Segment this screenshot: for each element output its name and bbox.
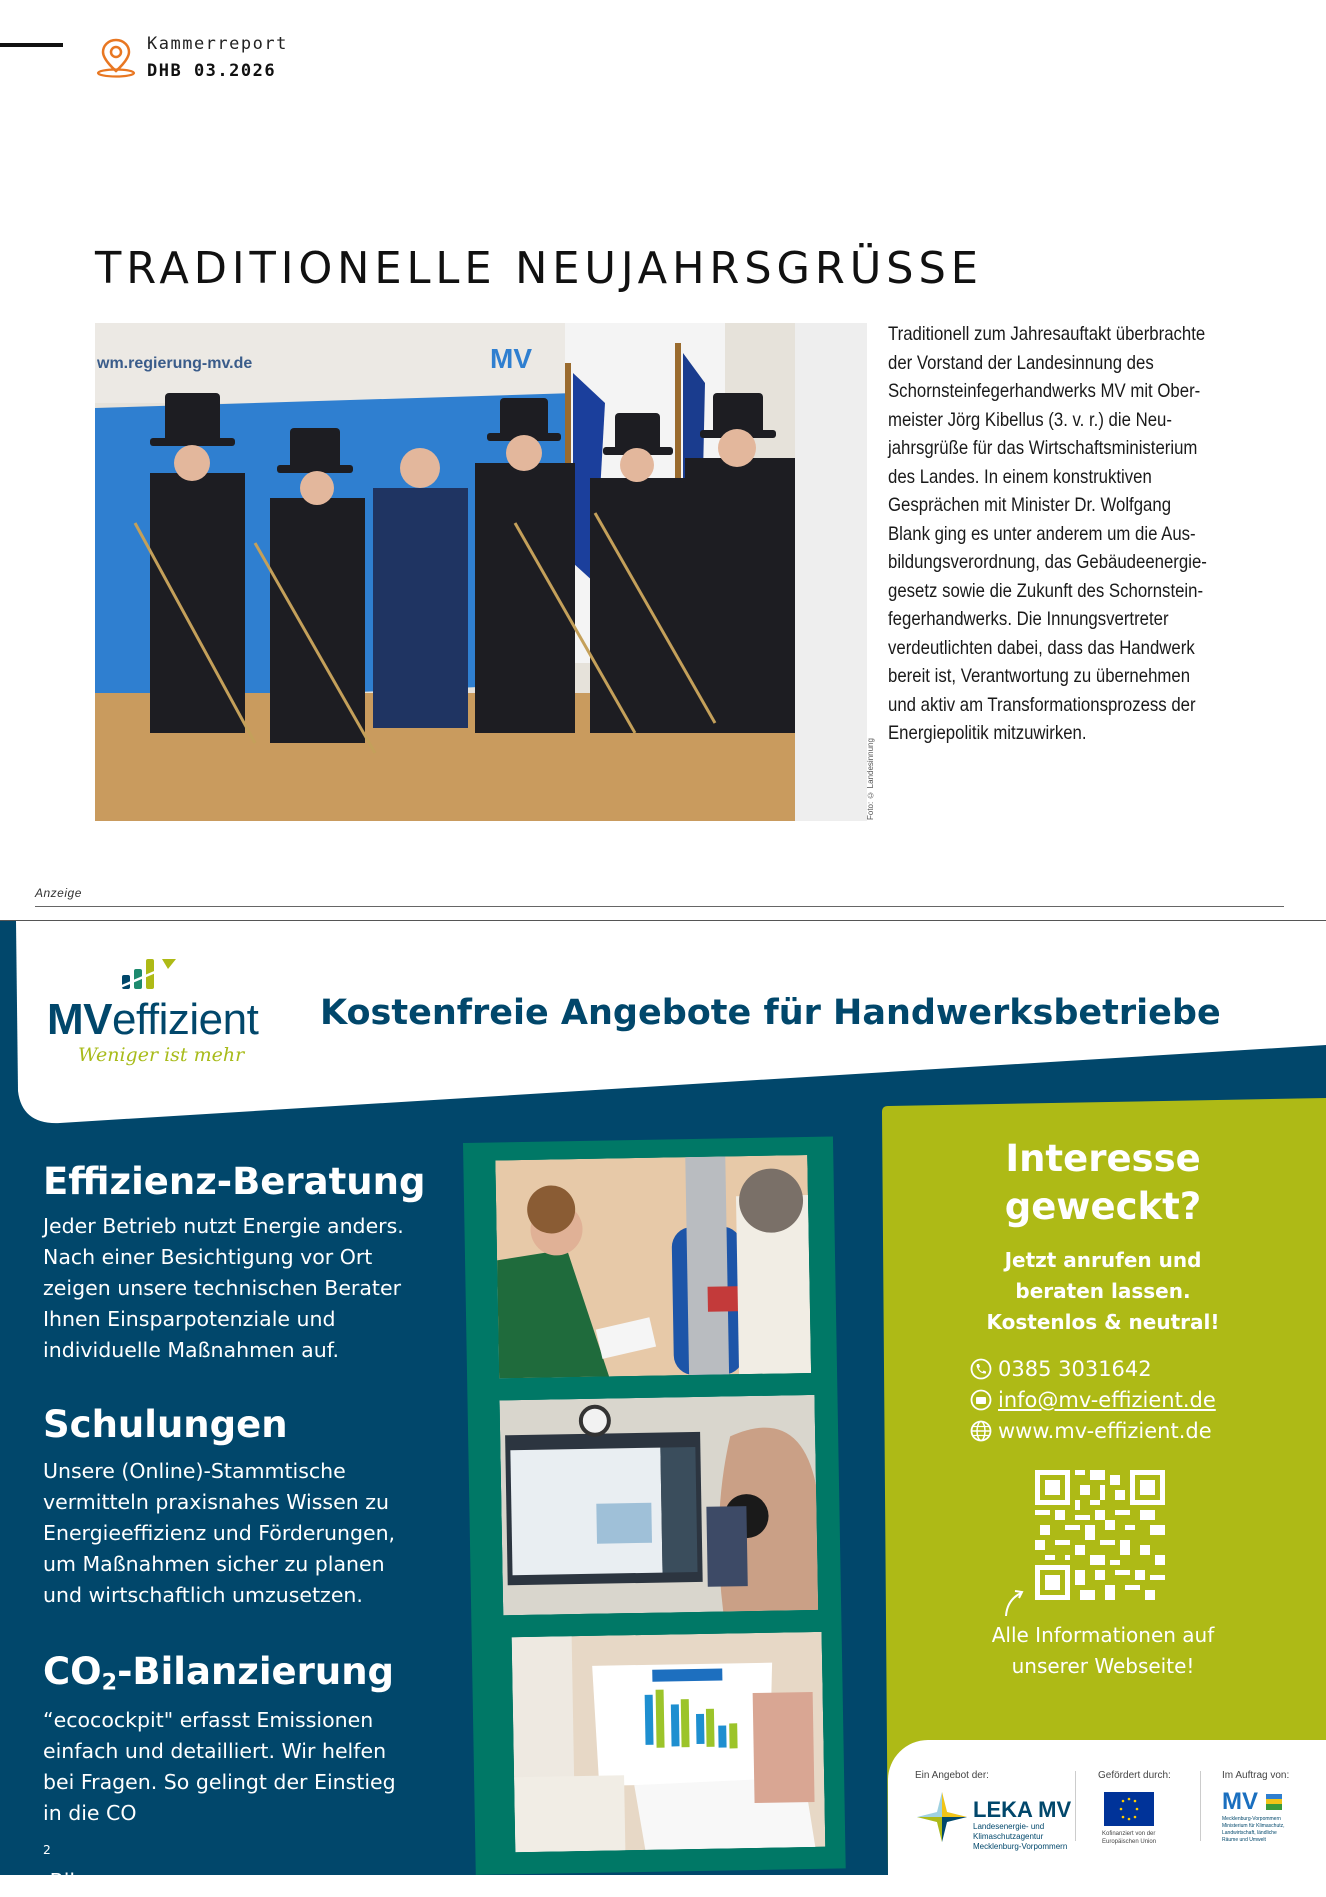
section-title-schulungen: Schulungen	[43, 1403, 288, 1446]
phone-contact[interactable]	[970, 1357, 1152, 1381]
partner-funded: Gefördert durch: Kofinanziert von der Europäischen Union	[1098, 1770, 1171, 1845]
globe-icon	[970, 1420, 992, 1442]
header-rule	[0, 43, 63, 47]
cta-title: Interesse geweckt?	[1004, 1137, 1202, 1228]
article-photo	[95, 323, 867, 821]
article-body: Traditionell zum Jahresauftakt überbrachte der Vorstand der Landesinnung des Schornsteinfegerhandwerks MV mit Ober- meister Jörg Kibellus (3. v. r.) die Neu- jahrsgrüße für das Wirtschaftsministerium des Landes. In einem konstruktiven Gesprächen mit Minister Dr. Wolfgang Blank ging es unter anderem um die Aus- bildungsverordnung, das Gebäudeenergie- gesetz sowie die Zukunft des Schornstein- fegerhandwerks. Die Innungsvertreter verdeutlichten dabei, dass das Handwerk bereit ist, Verantwortung zu übernehmen und aktiv am Transformationsprozess der Energiepolitik mitzuwirken.	[888, 323, 1207, 744]
cta-subtitle: Jetzt anrufen und beraten lassen. Kostenlos & neutral!	[986, 1248, 1220, 1334]
curved-arrow-icon	[1003, 1588, 1025, 1618]
leka-logo-icon	[917, 1792, 967, 1842]
website-contact[interactable]	[970, 1419, 1212, 1443]
website-info-text: Alle Informationen auf unserer Webseite!	[991, 1623, 1215, 1678]
ad-label: Anzeige	[35, 886, 82, 900]
phone-number: 0385 3031642	[998, 1357, 1152, 1381]
mv-state-flag-icon	[1266, 1794, 1282, 1810]
section-text-effizienz: Jeder Betrieb nutzt Energie anders. Nach einer Besichtigung vor Ort zeigen unsere technischen Berater Ihnen Einsparpotenziale und individuelle Maßnahmen auf.	[43, 1214, 404, 1362]
divider	[1075, 1771, 1076, 1841]
photo-credit: Foto: © Landesinnung	[866, 738, 875, 820]
eu-flag-icon	[1104, 1792, 1154, 1826]
issue-label: DHB 03.2026	[147, 61, 277, 81]
logo-tagline: Weniger ist mehr	[78, 1044, 245, 1066]
qr-code[interactable]	[1035, 1470, 1165, 1600]
photo-collage-frame	[463, 1137, 846, 1875]
location-pin-icon	[96, 36, 136, 80]
section-text-schulungen: Unsere (Online)-Stammtische vermitteln praxisnahes Wissen zu Energieeffizienz und Förderungen, um Maßnahmen sicher zu planen und wirtschaftlich umzusetzen.	[43, 1459, 396, 1607]
co2-chart-photo	[512, 1632, 826, 1852]
svg-text:MV: MV	[490, 343, 532, 374]
online-training-photo	[499, 1395, 818, 1615]
ad-headline: Kostenfreie Angebote für Handwerksbetriebe	[320, 993, 1221, 1033]
website-link[interactable]: www.mv-effizient.de	[998, 1419, 1212, 1443]
section-text-co2: “ecocockpit" erfasst Emissionen einfach und detailliert. Wir helfen bei Fragen. So gelingt der Einstieg in die CO $_2$ -Bilanz.	[43, 1708, 396, 1894]
article-title: TRADITIONELLE NEUJAHRSGRÜSSE	[95, 243, 983, 294]
section-title-co2: $CO_2$-Bilanzierung	[43, 1650, 395, 1696]
email-contact[interactable]	[970, 1388, 1216, 1412]
partner-commission: Im Auftrag von: MV Mecklenburg-Vorpommern Ministerium für Klimaschutz, Landwirtschaft, ländliche Räume und Umwelt	[1222, 1770, 1290, 1843]
partner-offer: Ein Angebot der: LEKA MV Landesenergie- und Klimaschutzagentur Mecklenburg-Vorpommern	[915, 1770, 1072, 1851]
svg-text:wm.regierung-mv.de: wm.regierung-mv.de	[97, 355, 253, 372]
mveffizient-logo-mark	[120, 955, 182, 991]
email-icon	[970, 1389, 992, 1411]
phone-icon	[970, 1358, 992, 1380]
email-link[interactable]: info@mv-effizient.de	[998, 1388, 1216, 1412]
section-kicker: Kammerreport	[147, 34, 288, 54]
divider	[35, 906, 1284, 907]
section-title-effizienz: Effizienz-Beratung	[43, 1160, 426, 1203]
consulting-photo	[495, 1155, 811, 1378]
divider	[1200, 1771, 1201, 1841]
mveffizient-logo: MVeffizient	[47, 995, 259, 1044]
